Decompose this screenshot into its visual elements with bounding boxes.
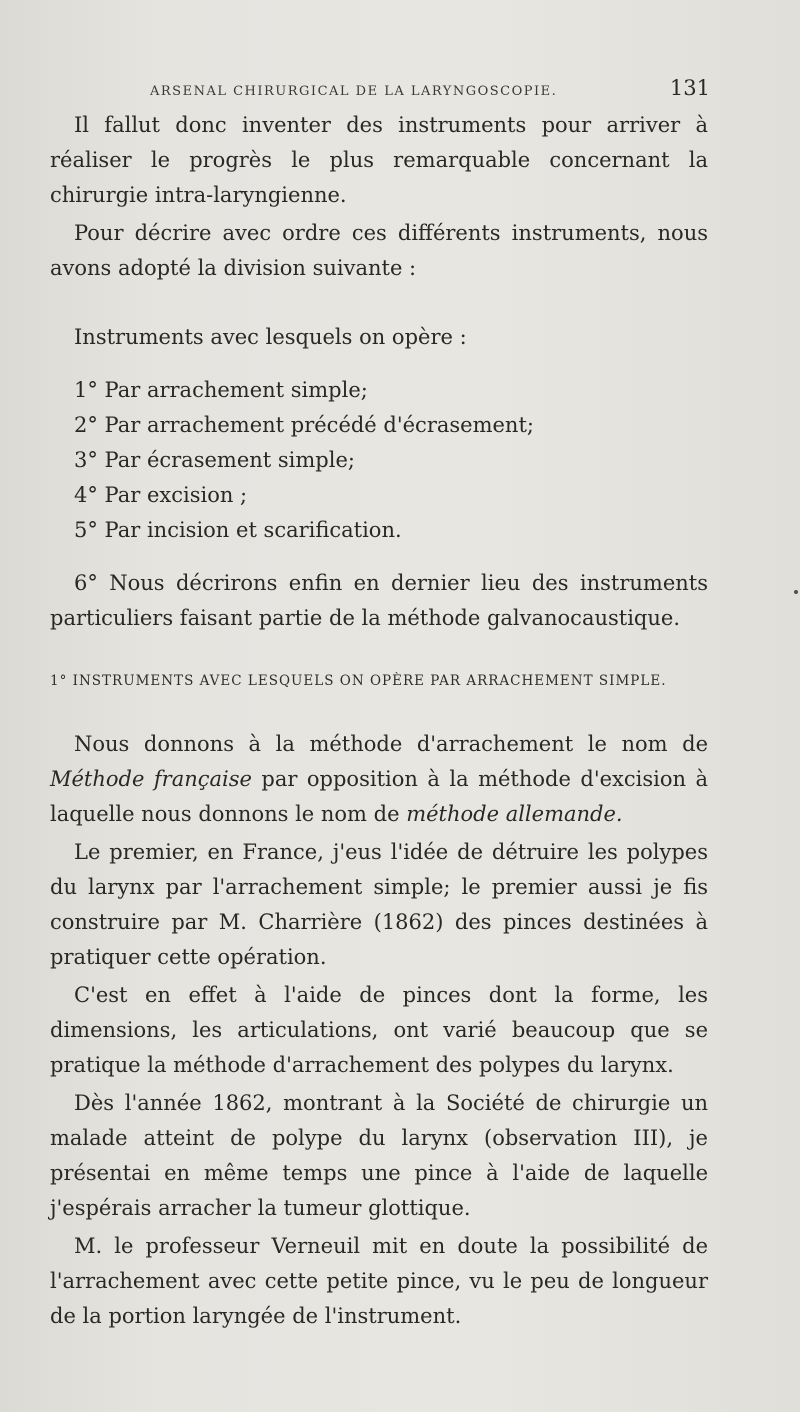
page-number: 131 xyxy=(669,76,710,100)
list-item: 3° Par écrasement simple; xyxy=(74,448,355,472)
page-edge-speck xyxy=(794,590,798,594)
list-item: 5° Par incision et scarification. xyxy=(74,518,402,542)
italic-term: méthode allemande. xyxy=(406,802,623,826)
list-item: 2° Par arrachement précédé d'écrasement; xyxy=(74,413,534,437)
page-header xyxy=(150,76,710,100)
running-title: ARSENAL CHIRURGICAL DE LA LARYNGOSCOPIE. xyxy=(150,84,558,99)
text-run: par opposition à la méthode d'excision à laquelle nous donnons le nom de xyxy=(50,767,708,826)
paragraph-instruments-heading: Instruments avec lesquels on opère : xyxy=(74,325,467,349)
paragraph-pinces: C'est en effet à l'aide de pinces dont la forme, les dimensions, les articulations, ont varié beaucoup que se pratique la méthode d'arrachement des polypes du larynx. xyxy=(50,983,708,1077)
text-run: Nous donnons à la méthode d'arrachement le nom de xyxy=(74,732,708,756)
page-body xyxy=(50,108,708,1334)
instrument-list xyxy=(50,373,708,548)
paragraph-methode-francaise xyxy=(50,727,708,832)
paragraph-annee-1862: Dès l'année 1862, montrant à la Société de chirurgie un malade atteint de polype du larynx (observation III), je présentai en même temps une pince à l'aide de laquelle j'espérais arracher la tumeur glottique. xyxy=(50,1091,708,1220)
paragraph-intro: Il fallut donc inventer des instruments pour arriver à réaliser le progrès le plus remarquable concernant la chirurgie intra-laryngienne. xyxy=(50,113,708,207)
paragraph-verneuil: M. le professeur Verneuil mit en doute la possibilité de l'arrachement avec cette petite pince, vu le peu de longueur de la portion laryngée de l'instrument. xyxy=(50,1234,708,1328)
list-item: 1° Par arrachement simple; xyxy=(74,378,368,402)
paragraph-galvanocaustic: 6° Nous décrirons enfin en dernier lieu des instruments particuliers faisant partie de la méthode galvanocaustique. xyxy=(50,571,708,630)
italic-term: Méthode française xyxy=(50,767,252,791)
section-heading: 1° INSTRUMENTS AVEC LESQUELS ON OPÈRE PAR ARRACHEMENT SIMPLE. xyxy=(50,673,667,689)
paragraph-division: Pour décrire avec ordre ces différents instruments, nous avons adopté la division suivante : xyxy=(50,221,708,280)
list-item: 4° Par excision ; xyxy=(74,483,248,507)
paragraph-premier-france: Le premier, en France, j'eus l'idée de détruire les polypes du larynx par l'arrachement simple; le premier aussi je fis construire par M. Charrière (1862) des pinces destinées à pratiquer cette opération. xyxy=(50,840,708,969)
